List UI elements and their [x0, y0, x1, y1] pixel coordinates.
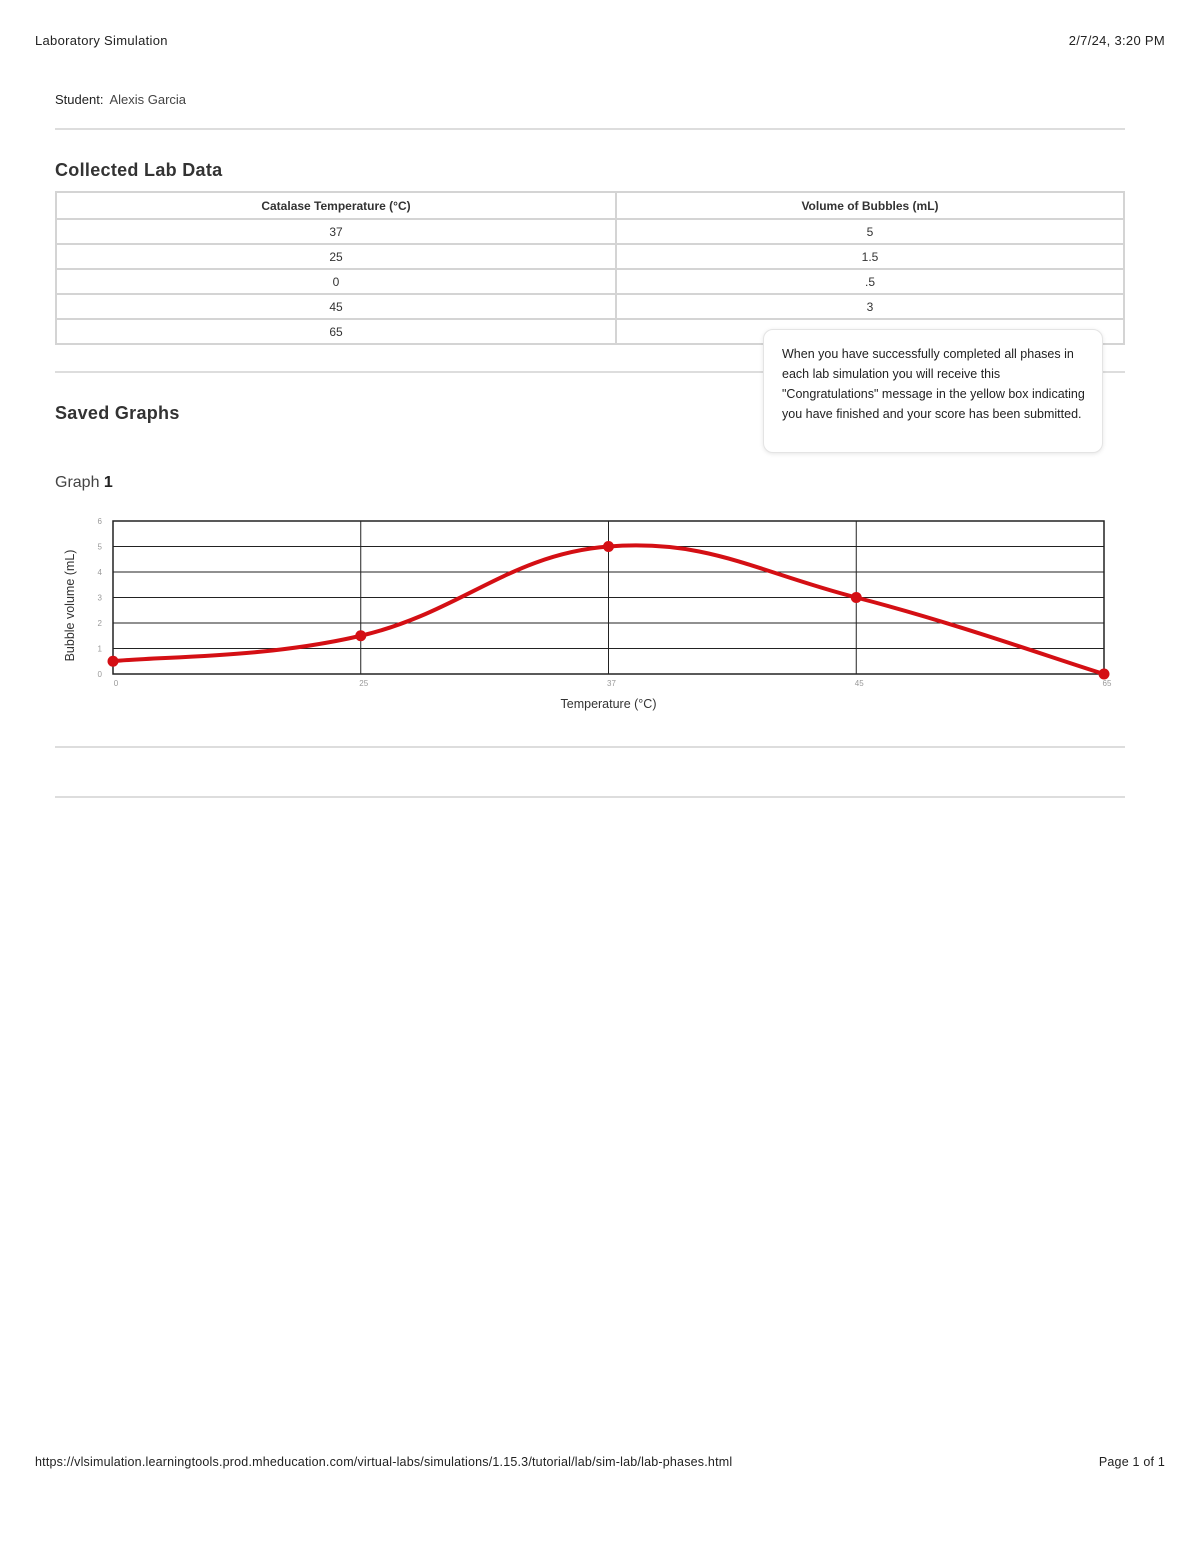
- table-cell: 65: [56, 319, 616, 344]
- table-cell: 3: [616, 294, 1124, 319]
- print-header-title: Laboratory Simulation: [35, 33, 168, 48]
- data-point: [851, 592, 862, 603]
- table-cell: 25: [56, 244, 616, 269]
- print-footer-page: Page 1 of 1: [1098, 1455, 1165, 1469]
- table-cell: 5: [616, 219, 1124, 244]
- graph-title: [55, 474, 113, 492]
- y-tick-label: 4: [97, 568, 102, 577]
- table-cell: 37: [56, 219, 616, 244]
- graph-number: 1: [103, 474, 113, 491]
- y-tick-label: 3: [97, 593, 102, 603]
- table-row: [56, 219, 1124, 244]
- print-footer-url: https://vlsimulation.learningtools.prod.mheducation.com/virtual-labs/simulations/1.15.3/tutorial/lab/sim-lab/lab-phases.html: [35, 1455, 733, 1469]
- table-row: [56, 294, 1124, 319]
- x-axis-label: Temperature (°C): [560, 697, 657, 711]
- table-row: [56, 269, 1124, 294]
- print-header: [35, 33, 1165, 51]
- divider: [55, 796, 1125, 798]
- student-label: Student:: [55, 92, 104, 107]
- graph-label: Graph: [55, 474, 100, 491]
- data-point: [603, 541, 614, 552]
- table-row: [56, 244, 1124, 269]
- y-tick-label: 6: [97, 517, 102, 526]
- collected-lab-data-heading: Collected Lab Data: [55, 160, 223, 180]
- data-point: [355, 630, 366, 641]
- print-footer: [35, 1455, 1165, 1473]
- table-header-row: [56, 192, 1124, 219]
- y-tick-label: 2: [97, 619, 102, 628]
- lab-data-table: [55, 191, 1125, 345]
- print-header-datetime: 2/7/24, 3:20 PM: [1068, 33, 1165, 48]
- student-line: [55, 92, 186, 107]
- x-tick-label: 0: [113, 679, 119, 688]
- table-cell: 0: [56, 269, 616, 294]
- x-tick-label: 37: [607, 679, 616, 688]
- table-cell: .5: [616, 269, 1124, 294]
- table-cell: 1.5: [616, 244, 1124, 269]
- table-cell: 45: [56, 294, 616, 319]
- tooltip-text: When you have successfully completed all phases in each lab simulation you will receive this "Congratulations" message in the yellow box indicating you have finished and your score has been submitted.: [782, 347, 1085, 421]
- column-header-volume: Volume of Bubbles (mL): [616, 192, 1124, 219]
- data-point: [108, 656, 119, 667]
- bubble-volume-chart: [55, 505, 1125, 720]
- column-header-temperature: Catalase Temperature (°C): [56, 192, 616, 219]
- y-axis-label: Bubble volume (mL): [63, 549, 77, 662]
- divider: [55, 128, 1125, 130]
- student-name: Alexis Garcia: [109, 92, 187, 107]
- data-point: [1099, 669, 1110, 680]
- x-tick-label: 65: [1102, 679, 1112, 688]
- tutorial-tooltip: [763, 329, 1103, 453]
- y-tick-label: 1: [97, 644, 102, 654]
- x-tick-label: 25: [359, 679, 369, 688]
- y-tick-label: 5: [97, 542, 102, 552]
- x-tick-label: 45: [854, 679, 864, 688]
- saved-graphs-heading: Saved Graphs: [55, 403, 180, 423]
- y-tick-label: 0: [97, 670, 102, 679]
- divider: [55, 746, 1125, 748]
